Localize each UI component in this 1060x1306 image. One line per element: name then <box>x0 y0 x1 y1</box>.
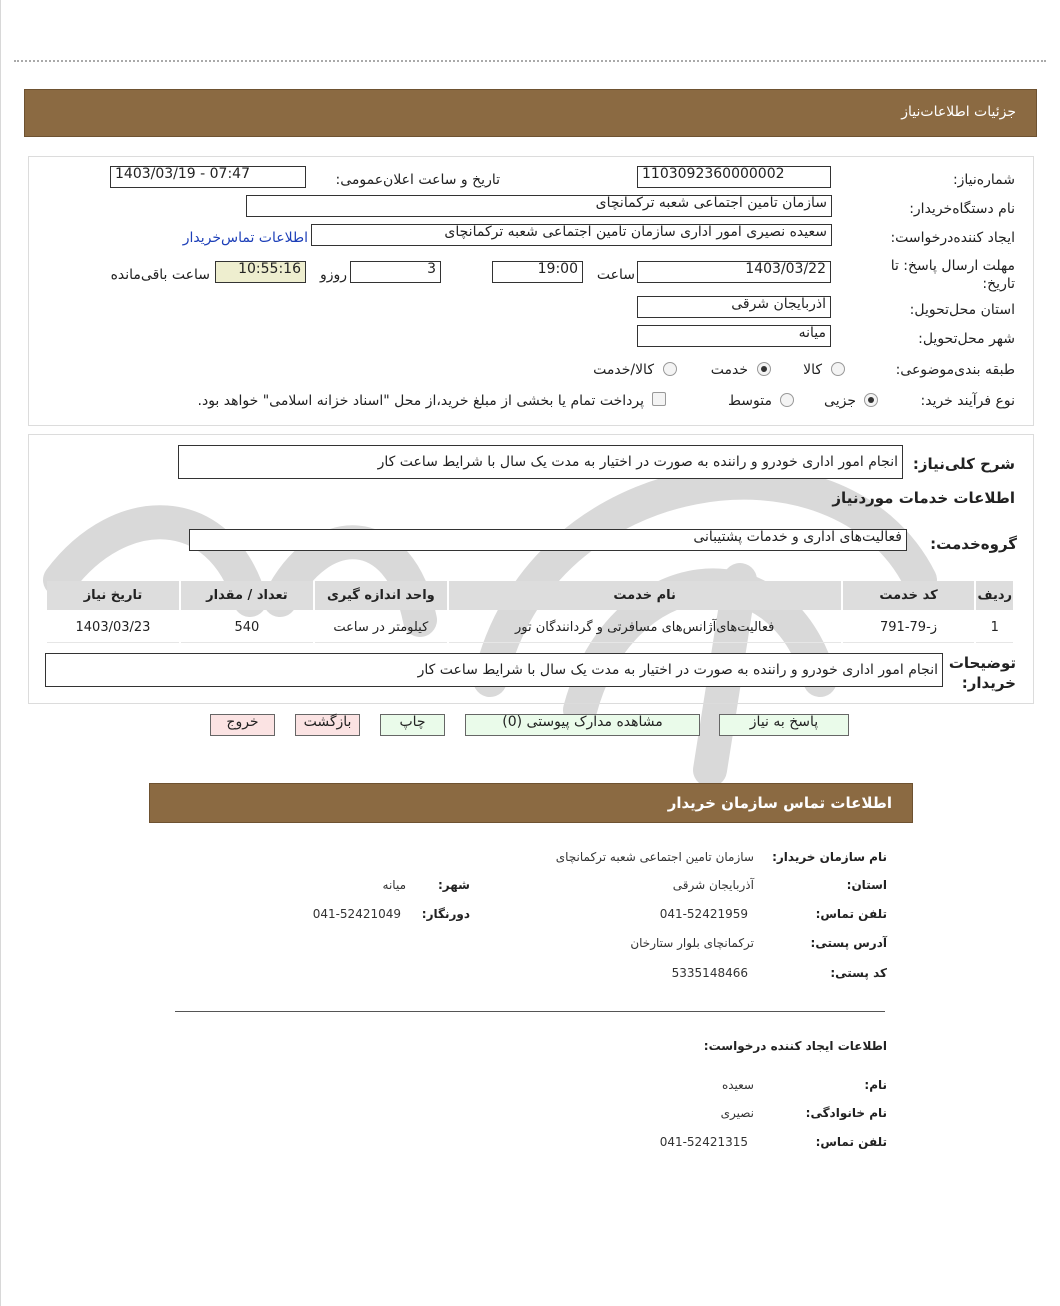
cell-row: 1 <box>976 612 1013 643</box>
attachments-button[interactable]: مشاهده مدارک پیوستی (0) <box>465 714 700 736</box>
category-radio-service[interactable] <box>757 362 771 376</box>
summary-field: انجام امور اداری خودرو و راننده به صورت در اختیار به مدت یک سال با شرایط ساعت کار <box>178 445 903 479</box>
creator-label: ایجاد کننده‌درخواست: <box>890 230 1015 246</box>
contact-province-value: آذربایجان شرقی <box>672 878 754 892</box>
page-title: جزئیات اطلاعات‌نیاز <box>901 104 1016 120</box>
city-field: میانه <box>637 325 831 347</box>
cell-quantity: 540 <box>181 612 313 643</box>
contact-address-label: آدرس پستی: <box>810 936 887 950</box>
contact-phone-label: تلفن تماس: <box>815 907 887 921</box>
col-service-code: کد خدمت <box>843 581 975 610</box>
cell-service-name: فعالیت‌های‌آژانس‌های مسافرتی و گردانندگان تور <box>449 612 841 643</box>
need-number-label: شماره‌نیاز: <box>952 172 1015 188</box>
buyer-org-label: نام دستگاه‌خریدار: <box>909 201 1015 217</box>
announce-field: 1403/03/19 - 07:47 <box>110 166 306 188</box>
top-divider <box>14 60 1046 62</box>
cell-service-code: ز-79-791 <box>843 612 975 643</box>
contact-city-value: میانه <box>382 878 406 892</box>
province-label: استان محل‌تحویل: <box>909 302 1015 318</box>
col-quantity: تعداد / مقدار <box>181 581 313 610</box>
back-button[interactable]: بازگشت <box>295 714 360 736</box>
contact-phone-value: 041-52421959 <box>659 907 748 921</box>
process-option-minor: جزیی <box>824 393 856 409</box>
need-number-field: 1103092360000002 <box>637 166 831 188</box>
services-table <box>45 579 1015 645</box>
days-field: 3 <box>350 261 441 283</box>
page-header <box>24 89 1037 137</box>
contact-postal-value: 5335148466 <box>671 966 748 980</box>
deadline-time-label: ساعت <box>596 267 635 283</box>
col-unit: واحد اندازه گیری <box>315 581 447 610</box>
province-field: آذربایجان شرقی <box>637 296 831 318</box>
contact-fax-value: 041-52421049 <box>312 907 401 921</box>
table-header-row <box>47 581 1013 610</box>
print-button[interactable]: چاپ <box>380 714 445 736</box>
exit-button[interactable]: خروج <box>210 714 275 736</box>
category-radio-goods[interactable] <box>831 362 845 376</box>
service-group-field: فعالیت‌های اداری و خدمات پشتیبانی <box>189 529 907 551</box>
table-row <box>47 612 1013 643</box>
category-option-goods: کالا <box>803 362 822 378</box>
days-label: روزو <box>319 267 347 283</box>
contact-header <box>149 783 913 823</box>
deadline-date-field: 1403/03/22 <box>637 261 831 283</box>
cell-unit: کیلومتر در ساعت <box>315 612 447 643</box>
contact-postal-label: کد پستی: <box>830 966 887 980</box>
creator-name-value: سعیده <box>721 1078 754 1092</box>
buyer-notes-label: توضیحات خریدار: <box>948 654 1016 692</box>
contact-title: اطلاعات تماس سازمان خریدار <box>667 794 892 812</box>
remaining-time-field: 10:55:16 <box>215 261 306 283</box>
announce-label: تاریخ و ساعت اعلان‌عمومی: <box>335 172 500 188</box>
col-need-date: تاریخ نیاز <box>47 581 179 610</box>
city-label: شهر محل‌تحویل: <box>918 331 1015 347</box>
creator-field: سعیده نصیری امور اداری سازمان تامین اجتماعی شعبه ترکمانچای <box>311 224 832 246</box>
contact-divider <box>175 1011 885 1012</box>
contact-address-value: ترکمانچای بلوار ستارخان <box>630 936 754 950</box>
contact-city-label: شهر: <box>438 878 470 892</box>
contact-province-label: استان: <box>846 878 887 892</box>
category-label: طبقه بندی‌موضوعی: <box>895 362 1015 378</box>
treasury-checkbox[interactable] <box>652 392 666 406</box>
process-radio-medium[interactable] <box>780 393 794 407</box>
creator-name-label: نام: <box>864 1078 887 1092</box>
reply-button[interactable]: پاسخ به نیاز <box>719 714 849 736</box>
deadline-label: مهلت ارسال پاسخ: تا تاریخ: <box>890 258 1015 292</box>
contact-fax-label: دورنگار: <box>421 907 470 921</box>
buyer-contact-link[interactable]: اطلاعات تماس‌خریدار <box>182 230 308 246</box>
remaining-label: ساعت باقی‌مانده <box>110 267 210 283</box>
category-option-goods-service: کالا/خدمت <box>593 362 654 378</box>
cell-need-date: 1403/03/23 <box>47 612 179 643</box>
process-option-medium: متوسط <box>728 393 772 409</box>
category-radio-goods-service[interactable] <box>663 362 677 376</box>
buyer-notes-field: انجام امور اداری خودرو و راننده به صورت در اختیار به مدت یک سال با شرایط ساعت کار <box>45 653 943 687</box>
category-option-service: خدمت <box>710 362 748 378</box>
buyer-org-field: سازمان تامین اجتماعی شعبه ترکمانچای <box>246 195 832 217</box>
summary-label: شرح کلی‌نیاز: <box>912 455 1015 473</box>
creator-family-label: نام خانوادگی: <box>805 1106 887 1120</box>
col-service-name: نام خدمت <box>449 581 841 610</box>
contact-org-label: نام سازمان خریدار: <box>772 850 887 864</box>
payment-note: پرداخت تمام یا بخشی از مبلغ خرید،از محل "اسناد خزانه اسلامی" خواهد بود. <box>197 393 644 409</box>
process-label: نوع فرآیند خرید: <box>920 393 1015 409</box>
contact-org-value: سازمان تامین اجتماعی شعبه ترکمانچای <box>555 850 754 864</box>
creator-phone-value: 041-52421315 <box>659 1135 748 1149</box>
service-group-label: گروه‌خدمت: <box>930 535 1017 553</box>
process-radio-minor[interactable] <box>864 393 878 407</box>
left-border <box>0 0 1 1306</box>
creator-family-value: نصیری <box>720 1106 754 1120</box>
services-heading: اطلاعات خدمات موردنیاز <box>832 489 1015 507</box>
col-row: ردیف <box>976 581 1013 610</box>
creator-phone-label: تلفن تماس: <box>815 1135 887 1149</box>
deadline-time-field: 19:00 <box>492 261 583 283</box>
creator-heading: اطلاعات ایجاد کننده درخواست: <box>703 1039 887 1053</box>
